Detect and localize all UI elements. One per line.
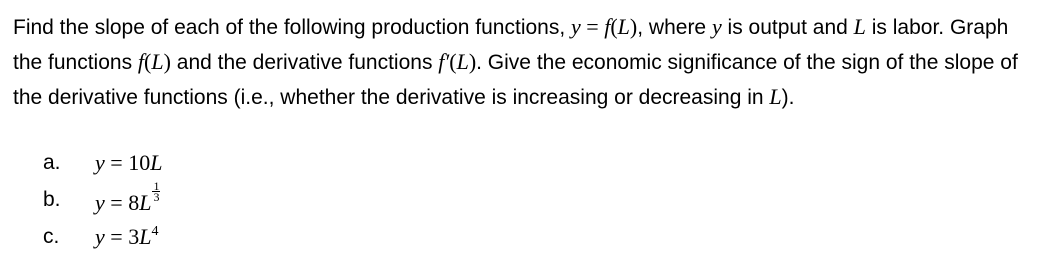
equation	[95, 218, 158, 258]
equation	[95, 144, 162, 184]
math-var-y: y	[95, 190, 105, 215]
math-var-L: L	[853, 14, 866, 39]
math-var-y: y	[571, 14, 581, 39]
exponent-numerator: 1	[153, 179, 160, 193]
question-text-part: Find the slope of each of the following production functions,	[13, 16, 572, 39]
math-var-y: y	[95, 150, 105, 175]
math-equals: =	[104, 224, 129, 249]
list-marker: a.	[43, 151, 61, 174]
math-var-y: y	[711, 14, 722, 39]
math-var-L: L	[617, 14, 630, 39]
math-paren-open: (	[144, 49, 152, 74]
math-var-L: L	[139, 190, 152, 215]
math-paren-open: (	[449, 49, 457, 74]
math-equals: =	[104, 190, 129, 215]
math-var-L: L	[139, 224, 152, 249]
math-var-L: L	[456, 49, 469, 74]
question-text	[13, 10, 1028, 115]
math-paren-close: )	[163, 49, 171, 74]
math-var-y: y	[95, 224, 105, 249]
math-var-L: L	[769, 84, 782, 109]
math-equals: =	[104, 150, 129, 175]
question-text-part: ).	[781, 86, 795, 109]
exponent: 4	[151, 224, 159, 239]
exponent-fraction	[152, 181, 160, 202]
math-var-L: L	[150, 150, 163, 175]
question-text-part: . Give the economic significance of the sign of the slope of the derivative functions (i.e., whether the derivative is increasing or decreasing in	[13, 51, 1018, 109]
document	[13, 10, 1028, 115]
math-var-L: L	[151, 49, 164, 74]
question-text-part: , where	[637, 16, 712, 39]
question-text-part: and the derivative functions	[170, 51, 439, 74]
math-func-f: f	[137, 49, 145, 74]
math-func-f-prime: f′	[438, 49, 450, 74]
question-text-part: is output and	[721, 16, 854, 39]
math-equals: =	[580, 14, 605, 39]
math-func-f: f	[604, 14, 611, 39]
math-coefficient: 3	[128, 224, 140, 249]
list-marker: c.	[43, 225, 60, 248]
question-text-part: is labor. Graph the functions	[13, 16, 1009, 74]
math-coefficient: 8	[128, 190, 140, 215]
exponent-denominator: 3	[153, 190, 160, 204]
list-marker: b.	[43, 188, 61, 211]
math-coefficient: 10	[128, 150, 151, 175]
math-paren-open: (	[610, 14, 618, 39]
math-paren-close: )	[468, 49, 477, 74]
math-paren-close: )	[629, 14, 638, 39]
